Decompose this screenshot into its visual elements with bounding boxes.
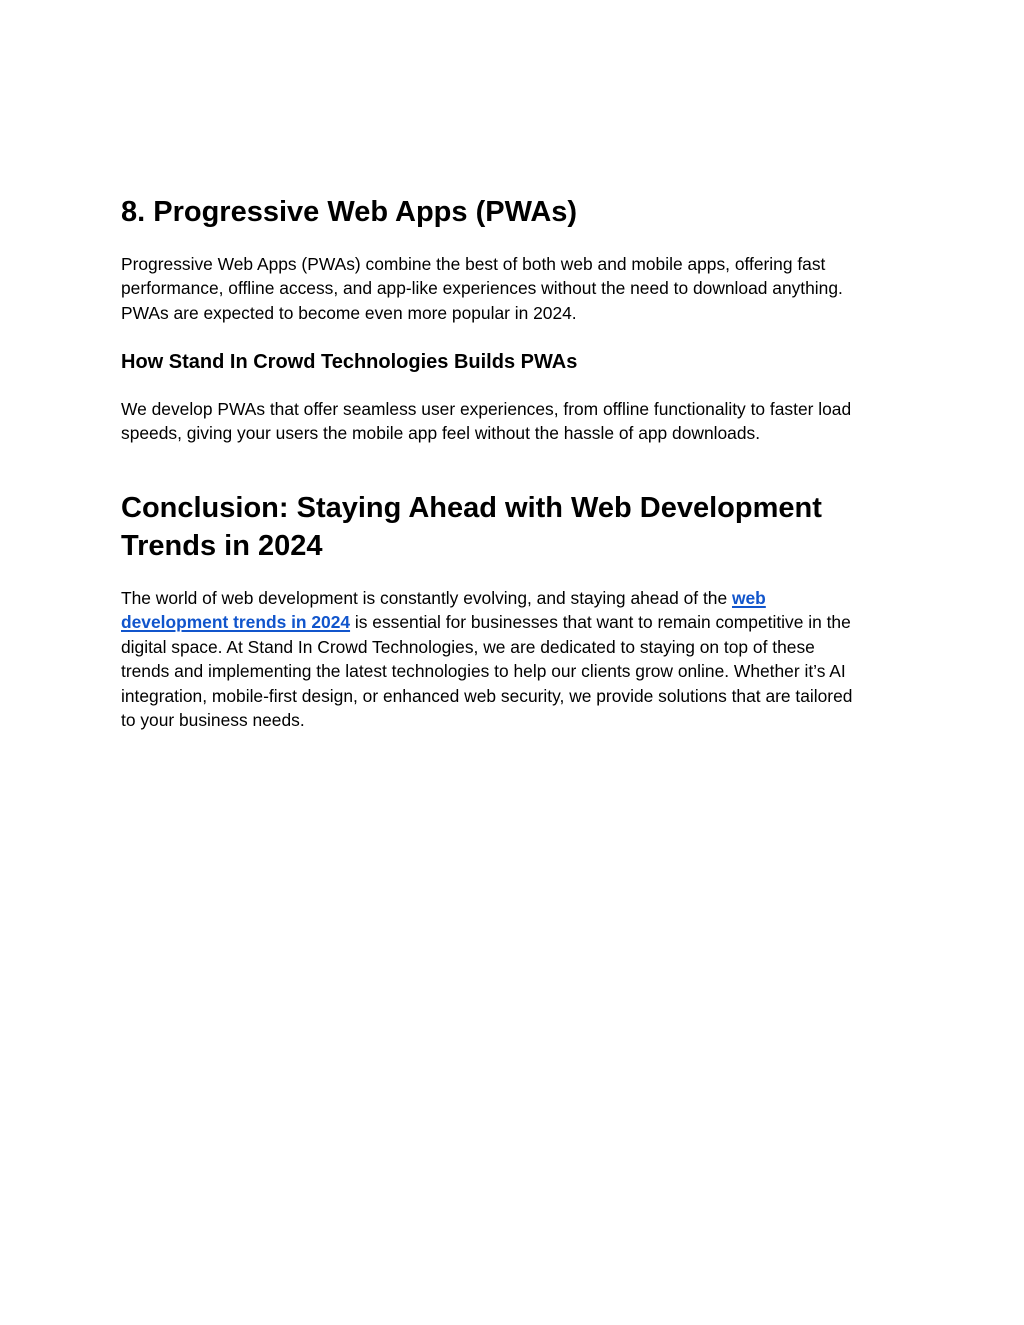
paragraph-line: integration, mobile-first design, or enhanced web security, we provide solutions that are tailored (121, 685, 853, 706)
web-dev-trends-link-part2[interactable]: development trends in 2024 (121, 612, 351, 633)
paragraph-line: to your business needs. (121, 710, 305, 731)
web-dev-trends-link-part1[interactable]: web (731, 588, 766, 608)
paragraph-line: performance, offline access, and app-like experiences without the need to download anything. (121, 278, 843, 299)
paragraph-line: speeds, giving your users the mobile app feel without the hassle of app downloads. (121, 423, 761, 444)
conclusion-paragraph (121, 586, 911, 732)
paragraph-line: trends and implementing the latest technologies to help our clients grow online. Whether it’s AI (121, 661, 846, 682)
paragraph-line: Progressive Web Apps (PWAs) combine the best of both web and mobile apps, offering fast (121, 254, 826, 274)
heading-line: Conclusion: Staying Ahead with Web Development (121, 492, 822, 524)
section-heading-conclusion (121, 489, 822, 565)
heading-line: Trends in 2024 (121, 530, 323, 562)
paragraph-text: is essential for businesses that want to remain competitive in the (350, 612, 851, 633)
pwas-paragraph (121, 252, 911, 325)
paragraph-line: digital space. At Stand In Crowd Technologies, we are dedicated to staying on top of these (121, 636, 815, 657)
builds-pwas-paragraph (121, 397, 911, 446)
paragraph-line: We develop PWAs that offer seamless user experiences, from offline functionality to faster load (121, 399, 852, 419)
subheading-builds-pwas: How Stand In Crowd Technologies Builds PWAs (121, 351, 578, 373)
paragraph-line (121, 610, 911, 634)
paragraph-text: The world of web development is constantly evolving, and staying ahead of the (121, 588, 732, 608)
paragraph-line: PWAs are expected to become even more popular in 2024. (121, 302, 577, 323)
section-heading-pwas: 8. Progressive Web Apps (PWAs) (121, 196, 578, 228)
paragraph-line (121, 586, 911, 610)
